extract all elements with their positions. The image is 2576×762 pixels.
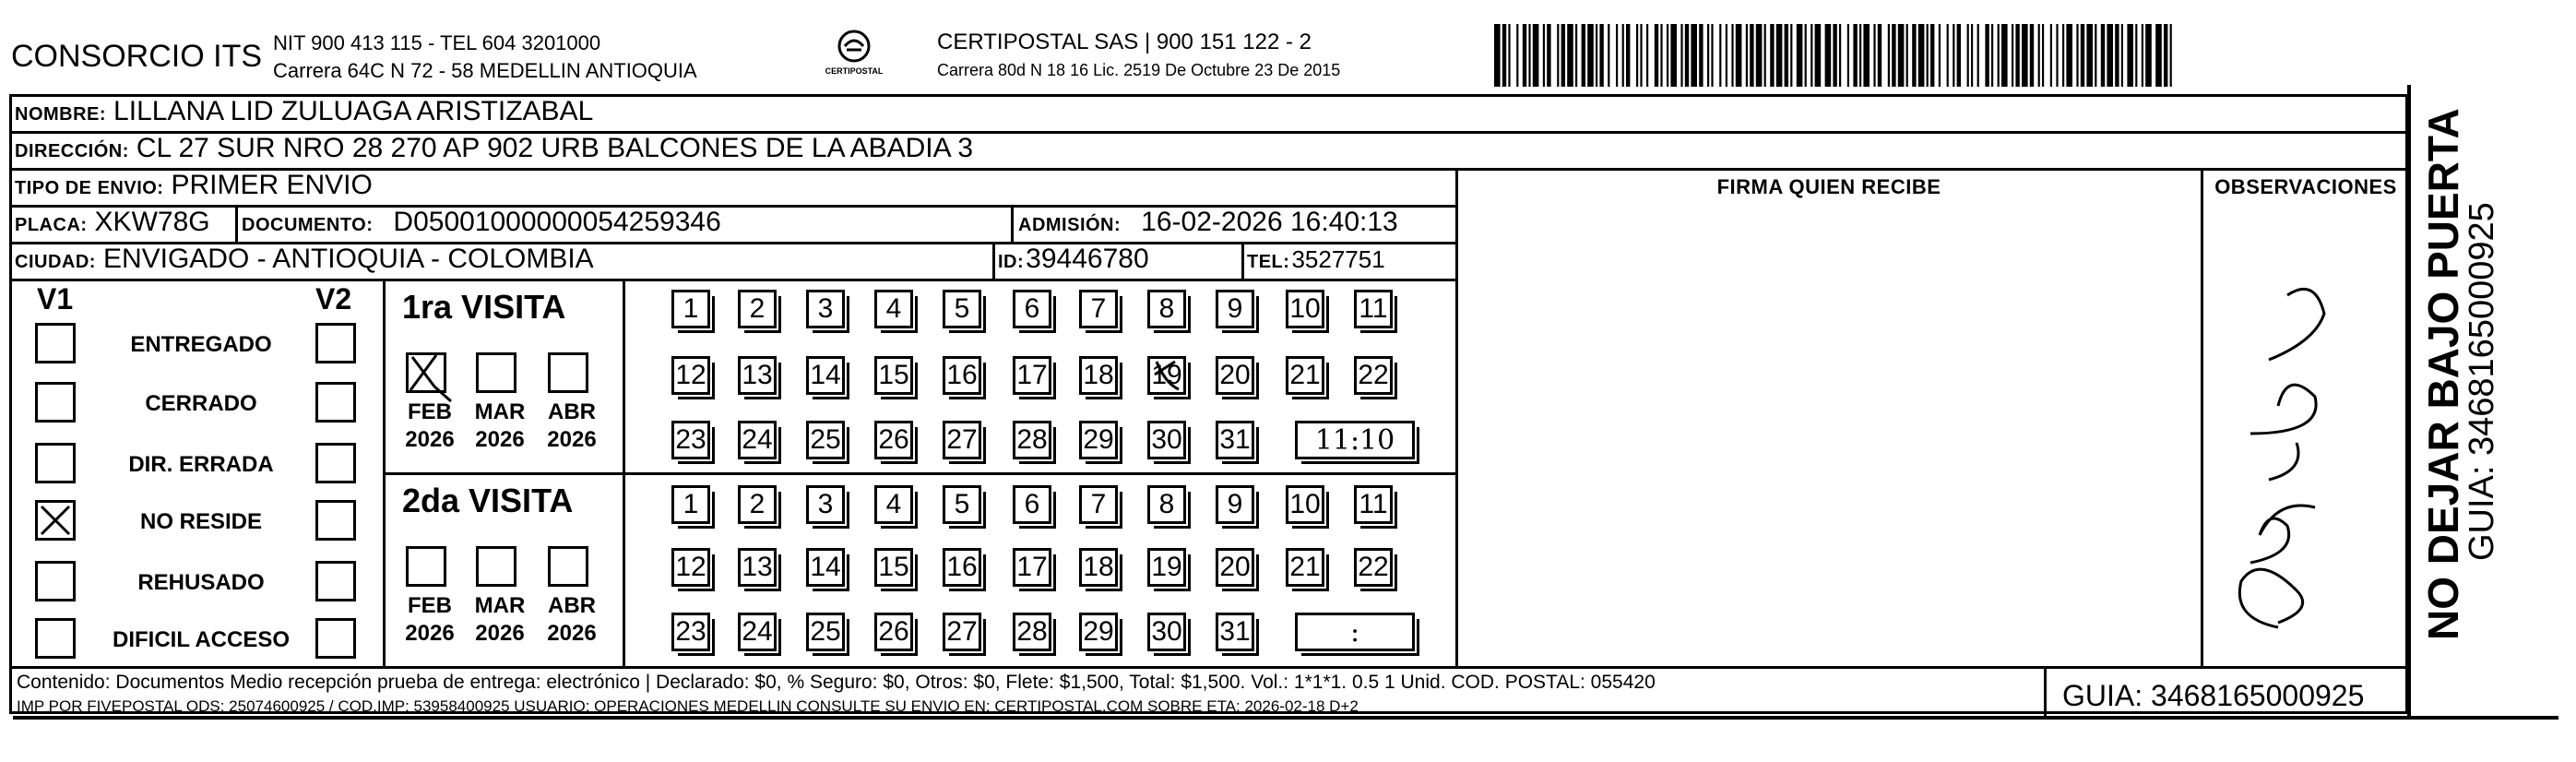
direccion-value: CL 27 SUR NRO 28 270 AP 902 URB BALCONES DE LA ABADIA 3 bbox=[136, 133, 974, 163]
day-box[interactable]: 16 bbox=[943, 356, 981, 395]
day-box[interactable]: 16 bbox=[943, 548, 981, 587]
day-box[interactable]: 6 bbox=[1013, 485, 1051, 524]
signature-mark bbox=[2214, 258, 2380, 646]
day-box[interactable]: 13 bbox=[738, 548, 777, 587]
day-box[interactable]: 25 bbox=[806, 613, 845, 651]
day-box[interactable]: 19 bbox=[1147, 356, 1186, 395]
day-box[interactable]: 22 bbox=[1354, 548, 1393, 587]
day-box[interactable]: 9 bbox=[1216, 485, 1254, 524]
day-box[interactable]: 29 bbox=[1079, 421, 1118, 459]
company-nit: NIT 900 413 115 - TEL 604 3201000 bbox=[273, 31, 601, 54]
day-box[interactable]: 21 bbox=[1286, 356, 1324, 395]
second-visit-title: 2da VISITA bbox=[402, 482, 574, 519]
day-box[interactable]: 8 bbox=[1147, 485, 1186, 524]
day-box[interactable]: 26 bbox=[874, 613, 913, 651]
month-checkbox[interactable] bbox=[406, 546, 446, 587]
day-box[interactable]: 23 bbox=[671, 421, 710, 459]
time-box[interactable]: : bbox=[1295, 613, 1415, 651]
tel-label: TEL: bbox=[1247, 252, 1290, 272]
day-box[interactable]: 27 bbox=[943, 613, 981, 651]
day-box[interactable]: 6 bbox=[1013, 290, 1051, 328]
day-box[interactable]: 4 bbox=[874, 290, 913, 328]
day-box[interactable]: 17 bbox=[1013, 356, 1051, 395]
admision-value: 16-02-2026 16:40:13 bbox=[1141, 207, 1398, 237]
day-box[interactable]: 24 bbox=[738, 421, 777, 459]
day-box[interactable]: 31 bbox=[1216, 421, 1254, 459]
day-box[interactable]: 10 bbox=[1286, 290, 1324, 328]
reason-label: CERRADO bbox=[145, 391, 257, 416]
day-box[interactable]: 30 bbox=[1147, 421, 1186, 459]
certipostal-logo bbox=[810, 26, 898, 81]
day-box[interactable]: 5 bbox=[943, 485, 981, 524]
day-box[interactable]: 3 bbox=[806, 290, 845, 328]
day-box[interactable]: 21 bbox=[1286, 548, 1324, 587]
reason-label: DIR. ERRADA bbox=[128, 452, 274, 477]
side-guia: GUIA: 3468165000925 bbox=[2463, 202, 2501, 561]
firma-label: FIRMA QUIEN RECIBE bbox=[1716, 175, 1941, 198]
documento-label: DOCUMENTO: bbox=[242, 215, 374, 235]
reason-label: NO RESIDE bbox=[139, 509, 263, 534]
company-name: CONSORCIO ITS bbox=[11, 39, 263, 74]
day-box[interactable]: 2 bbox=[738, 290, 777, 328]
day-box[interactable]: 1 bbox=[671, 485, 710, 524]
logo-text: CERTIPOSTAL bbox=[825, 66, 884, 76]
reason-label: REHUSADO bbox=[137, 570, 265, 595]
nombre-label: NOMBRE: bbox=[15, 104, 107, 125]
tipo-envio-label: TIPO DE ENVIO: bbox=[15, 178, 164, 198]
day-box[interactable]: 4 bbox=[874, 485, 913, 524]
month-label: MAR 2026 bbox=[474, 593, 526, 646]
v1-header: V1 bbox=[37, 282, 74, 316]
day-box[interactable]: 7 bbox=[1079, 290, 1118, 328]
month-label: FEB 2026 bbox=[405, 593, 455, 646]
first-visit-title: 1ra VISITA bbox=[402, 288, 566, 326]
day-box[interactable]: 17 bbox=[1013, 548, 1051, 587]
operator-name: CERTIPOSTAL SAS | 900 151 122 - 2 bbox=[937, 30, 1312, 54]
observaciones-label: OBSERVACIONES bbox=[2214, 175, 2397, 198]
day-box[interactable]: 2 bbox=[738, 485, 777, 524]
footer-contents: Contenido: Documentos Medio recepción prueba de entrega: electrónico | Declarado: $0, % Seguro: $0, Otros: $0, Flete: $1,500, Total: $1,500. Vol.: 1*1*1. 0.5 1 Unid. COD. POSTAL: 055420 bbox=[17, 672, 1656, 693]
day-box[interactable]: 11 bbox=[1354, 290, 1393, 328]
operator-address: Carrera 80d N 18 16 Lic. 2519 De Octubre 23 De 2015 bbox=[937, 61, 1341, 79]
month-checkbox[interactable] bbox=[548, 546, 588, 587]
day-box[interactable]: 11 bbox=[1354, 485, 1393, 524]
day-box[interactable]: 24 bbox=[738, 613, 777, 651]
tel-value: 3527751 bbox=[1291, 245, 1385, 273]
v2-header: V2 bbox=[315, 282, 352, 316]
month-label: ABR 2026 bbox=[547, 399, 597, 452]
day-box[interactable]: 10 bbox=[1286, 485, 1324, 524]
id-value: 39446780 bbox=[1026, 244, 1149, 274]
day-box[interactable]: 12 bbox=[671, 548, 710, 587]
day-box[interactable]: 8 bbox=[1147, 290, 1186, 328]
day-box[interactable]: 18 bbox=[1079, 548, 1118, 587]
day-box[interactable]: 23 bbox=[671, 613, 710, 651]
day-box[interactable]: 20 bbox=[1216, 356, 1254, 395]
no-dejar-bajo-puerta: NO DEJAR BAJO PUERTA bbox=[2419, 108, 2467, 640]
day-box[interactable]: 15 bbox=[874, 548, 913, 587]
admision-label: ADMISIÓN: bbox=[1018, 215, 1122, 235]
month-checkbox[interactable] bbox=[476, 352, 516, 393]
day-box[interactable]: 14 bbox=[806, 548, 845, 587]
day-box[interactable]: 14 bbox=[806, 356, 845, 395]
frame-shadow-bottom bbox=[13, 716, 2558, 720]
day-box[interactable]: 28 bbox=[1013, 421, 1051, 459]
month-label: FEB 2026 bbox=[405, 399, 455, 452]
company-address: Carrera 64C N 72 - 58 MEDELLIN ANTIOQUIA bbox=[273, 59, 697, 82]
day-box[interactable]: 25 bbox=[806, 421, 845, 459]
day-box[interactable]: 9 bbox=[1216, 290, 1254, 328]
barcode bbox=[1494, 24, 2177, 87]
day-box[interactable]: 19 bbox=[1147, 548, 1186, 587]
month-checkbox[interactable] bbox=[548, 352, 588, 393]
tipo-envio-value: PRIMER ENVIO bbox=[171, 170, 373, 200]
day-box[interactable]: 12 bbox=[671, 356, 710, 395]
month-label: MAR 2026 bbox=[474, 399, 526, 452]
documento-value: D05001000000054259346 bbox=[393, 207, 721, 237]
day-box[interactable]: 18 bbox=[1079, 356, 1118, 395]
nombre-value: LILLANA LID ZULUAGA ARISTIZABAL bbox=[113, 96, 594, 126]
day-box[interactable]: 1 bbox=[671, 290, 710, 328]
day-box[interactable]: 22 bbox=[1354, 356, 1393, 395]
day-box[interactable]: 20 bbox=[1216, 548, 1254, 587]
placa-value: XKW78G bbox=[94, 207, 210, 237]
time-box[interactable]: 11:10 bbox=[1295, 421, 1415, 459]
placa-label: PLACA: bbox=[15, 215, 88, 235]
footer-guia: GUIA: 3468165000925 bbox=[2062, 679, 2365, 712]
ciudad-value: ENVIGADO - ANTIOQUIA - COLOMBIA bbox=[102, 244, 594, 274]
day-box[interactable]: 13 bbox=[738, 356, 777, 395]
day-box[interactable]: 3 bbox=[806, 485, 845, 524]
reason-label: ENTREGADO bbox=[130, 332, 272, 357]
day-box[interactable]: 28 bbox=[1013, 613, 1051, 651]
footer-print-info: IMP POR FIVEPOSTAL ODS: 25074600925 / COD.IMP: 53958400925 USUARIO: OPERACIONES MEDELLIN CONSULTE SU ENVIO EN: CERTIPOSTAL.COM SOBRE ETA: 2026-02-18 D+2 bbox=[17, 697, 1359, 715]
id-label: ID: bbox=[998, 252, 1025, 272]
month-label: ABR 2026 bbox=[547, 593, 597, 646]
month-checkbox[interactable] bbox=[406, 352, 446, 393]
ciudad-label: CIUDAD: bbox=[15, 252, 96, 272]
day-box[interactable]: 5 bbox=[943, 290, 981, 328]
day-box[interactable]: 15 bbox=[874, 356, 913, 395]
day-box[interactable]: 7 bbox=[1079, 485, 1118, 524]
reason-label: DIFICIL ACCESO bbox=[112, 627, 290, 652]
month-checkbox[interactable] bbox=[476, 546, 516, 587]
day-box[interactable]: 29 bbox=[1079, 613, 1118, 651]
day-box[interactable]: 31 bbox=[1216, 613, 1254, 651]
day-box[interactable]: 26 bbox=[874, 421, 913, 459]
direccion-label: DIRECCIÓN: bbox=[15, 141, 129, 161]
day-box[interactable]: 30 bbox=[1147, 613, 1186, 651]
day-box[interactable]: 27 bbox=[943, 421, 981, 459]
